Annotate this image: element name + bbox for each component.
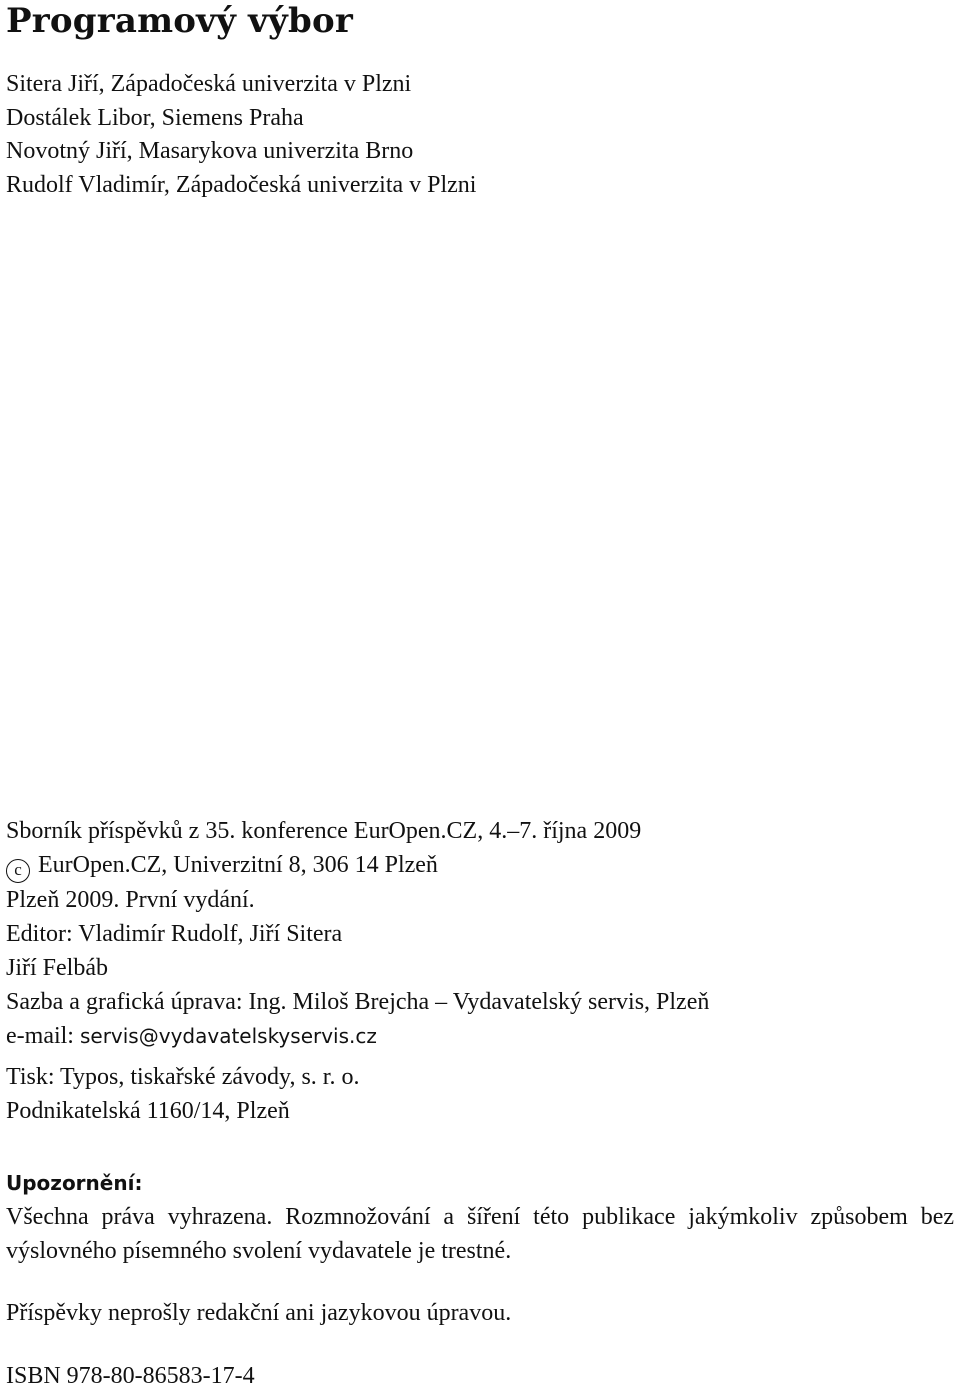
imprint-block [6,814,954,1128]
page-title: Programový výbor [6,1,353,41]
editor-line: Editor: Vladimír Rudolf, Jiří Sitera [6,921,343,947]
warning-label: Upozornění: [6,1171,143,1195]
warning-block [6,1166,954,1268]
email-line [6,1019,954,1053]
editor-line-2: Jiří Felbáb [6,955,108,981]
committee-member: Novotný Jiří, Masarykova univerzita Brno [6,138,414,164]
spacer [6,1053,954,1060]
address-line: Podnikatelská 1160/14, Plzeň [6,1098,290,1124]
committee-member: Dostálek Libor, Siemens Praha [6,104,304,131]
program-committee-list [6,68,476,202]
copyright-icon: c [6,859,30,883]
committee-member: Sitera Jiří, Západočeská univerzita v Plzni [6,71,412,97]
edition-line: Plzeň 2009. První vydání. [6,887,255,913]
warning-text: Všechna práva vyhrazena. Rozmnožování a šíření této publikace jakýmkoliv způsobem bez výslovného písemného svolení vydavatele je trestné. [6,1204,954,1264]
isbn: ISBN 978-80-86583-17-4 [6,1363,255,1389]
copyright-text: EurOpen.CZ, Univerzitní 8, 306 14 Plzeň [38,852,438,878]
email-address: servis@vydavatelskyservis.cz [79,1024,377,1048]
committee-member: Rudolf Vladimír, Západočeská univerzita v Plzni [6,171,477,198]
copyright-line [6,848,954,883]
email-label: e-mail: [6,1023,80,1049]
print-line: Tisk: Typos, tiskařské závody, s. r. o. [6,1064,360,1090]
typesetting-line: Sazba a grafická úprava: Ing. Miloš Brejcha – Vydavatelský servis, Plzeň [6,989,710,1015]
editorial-note: Příspěvky neprošly redakční ani jazykovou úpravou. [6,1300,512,1326]
proceedings-line: Sborník příspěvků z 35. konference EurOpen.CZ, 4.–7. října 2009 [6,818,642,844]
